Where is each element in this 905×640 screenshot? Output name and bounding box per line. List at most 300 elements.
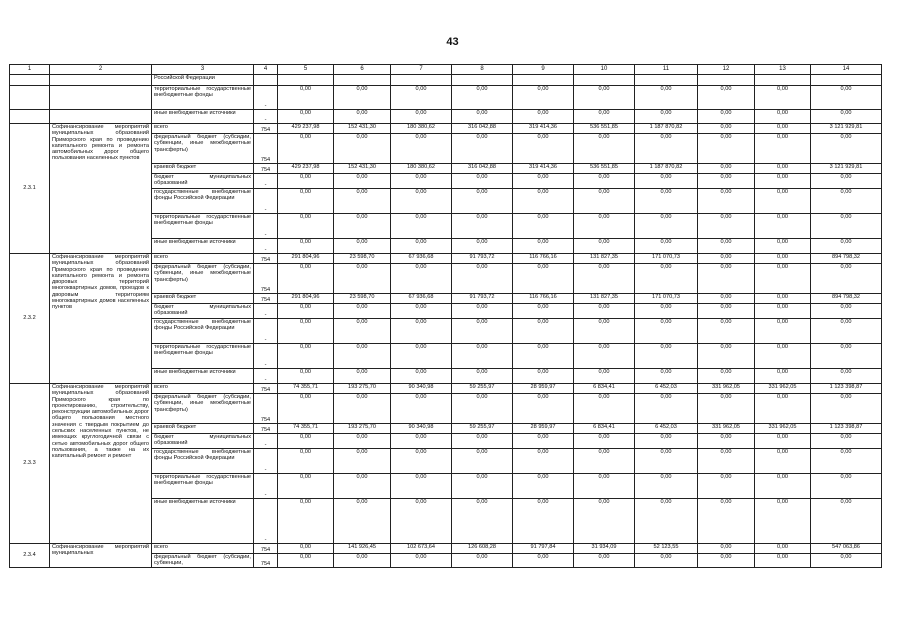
value-cell: 0,00 (334, 434, 391, 449)
funding-source: государственные внебюджетные фонды Российской Федерации (152, 449, 254, 474)
funding-source: Российской Федерации (152, 75, 254, 86)
value-cell: 0,00 (278, 264, 334, 294)
funding-source: территориальные государственные внебюджетные фонды (152, 344, 254, 369)
value-cell: 0,00 (755, 319, 811, 344)
budget-code: 754 (254, 544, 278, 554)
value-cell: 0,00 (574, 554, 635, 568)
value-cell: 0,00 (391, 110, 452, 124)
value-cell: 0,00 (755, 124, 811, 134)
value-cell: 0,00 (755, 369, 811, 384)
row-description (50, 75, 152, 86)
value-cell: 0,00 (278, 189, 334, 214)
value-cell: 0,00 (574, 264, 635, 294)
value-cell: 0,00 (391, 344, 452, 369)
value-cell: 67 936,68 (391, 254, 452, 264)
value-cell: 0,00 (334, 264, 391, 294)
value-cell: 0,00 (574, 449, 635, 474)
value-cell: 28 959,97 (513, 424, 574, 434)
value-cell: 91 793,72 (452, 294, 513, 304)
row-number: 2.3.3 (10, 384, 50, 544)
value-cell: 0,00 (811, 554, 882, 568)
value-cell: 0,00 (391, 369, 452, 384)
value-cell: 0,00 (513, 239, 574, 254)
value-cell: 0,00 (698, 449, 755, 474)
funding-source: иные внебюджетные источники (152, 239, 254, 254)
budget-code: - (254, 344, 278, 369)
column-header: 3 (152, 65, 254, 75)
funding-source: государственные внебюджетные фонды Российской Федерации (152, 319, 254, 344)
value-cell: 0,00 (574, 134, 635, 164)
value-cell: 0,00 (513, 86, 574, 110)
value-cell: 0,00 (574, 86, 635, 110)
value-cell: 0,00 (698, 124, 755, 134)
value-cell: 0,00 (513, 394, 574, 424)
value-cell: 536 551,85 (574, 124, 635, 134)
row-number: 2.3.2 (10, 254, 50, 384)
value-cell: 0,00 (391, 474, 452, 499)
value-cell: 0,00 (755, 449, 811, 474)
value-cell: 0,00 (452, 474, 513, 499)
table-row (10, 86, 882, 110)
value-cell (574, 75, 635, 86)
value-cell: 0,00 (391, 554, 452, 568)
value-cell: 0,00 (278, 110, 334, 124)
value-cell: 91 793,72 (452, 254, 513, 264)
value-cell: 0,00 (755, 434, 811, 449)
value-cell: 0,00 (334, 134, 391, 164)
value-cell: 0,00 (452, 189, 513, 214)
value-cell: 193 275,70 (334, 424, 391, 434)
budget-code: 754 (254, 164, 278, 174)
budget-code: 754 (254, 254, 278, 264)
header-row (10, 65, 882, 75)
budget-code: - (254, 86, 278, 110)
row-number (10, 75, 50, 86)
value-cell: 0,00 (698, 544, 755, 554)
value-cell: 0,00 (513, 110, 574, 124)
value-cell: 0,00 (513, 264, 574, 294)
value-cell: 0,00 (391, 319, 452, 344)
value-cell: 0,00 (513, 474, 574, 499)
budget-code: - (254, 174, 278, 189)
value-cell: 0,00 (574, 344, 635, 369)
column-header: 6 (334, 65, 391, 75)
row-number: 2.3.4 (10, 544, 50, 568)
value-cell: 180 380,62 (391, 164, 452, 174)
value-cell: 0,00 (452, 239, 513, 254)
value-cell: 193 275,70 (334, 384, 391, 394)
value-cell: 0,00 (755, 134, 811, 164)
value-cell: 0,00 (391, 174, 452, 189)
value-cell: 0,00 (452, 319, 513, 344)
value-cell: 0,00 (635, 134, 698, 164)
value-cell: 0,00 (278, 304, 334, 319)
budget-code: - (254, 214, 278, 239)
row-number: 2.3.1 (10, 124, 50, 254)
value-cell: 0,00 (278, 369, 334, 384)
column-header: 7 (391, 65, 452, 75)
value-cell: 0,00 (755, 239, 811, 254)
value-cell: 0,00 (698, 394, 755, 424)
value-cell: 0,00 (635, 174, 698, 189)
value-cell: 0,00 (452, 394, 513, 424)
value-cell: 0,00 (334, 449, 391, 474)
value-cell: 0,00 (452, 134, 513, 164)
value-cell: 0,00 (452, 434, 513, 449)
row-description: Софинансирование мероприятий муниципальных (50, 544, 152, 568)
budget-code: 754 (254, 124, 278, 134)
funding-source: федеральный бюджет (субсидии, субвенции, иные межбюджетные трансферты) (152, 264, 254, 294)
budget-code: 754 (254, 384, 278, 394)
value-cell: 894 798,32 (811, 294, 882, 304)
value-cell: 0,00 (278, 394, 334, 424)
value-cell: 316 042,88 (452, 124, 513, 134)
budget-code: - (254, 110, 278, 124)
value-cell: 0,00 (513, 554, 574, 568)
value-cell: 0,00 (574, 434, 635, 449)
value-cell: 0,00 (811, 319, 882, 344)
funding-source: иные внебюджетные источники (152, 369, 254, 384)
value-cell: 0,00 (811, 134, 882, 164)
value-cell: 131 827,35 (574, 254, 635, 264)
value-cell: 0,00 (334, 474, 391, 499)
value-cell: 0,00 (278, 449, 334, 474)
budget-code: - (254, 449, 278, 474)
row-description: Софинансирование мероприятий муниципальных образований Приморского края по проектированию, строительству, реконструкции автомобильных дорог общего пользования местного значения с твердым покрытием до сельских населенных пунктов, не имеющих круглогодичной связи с сетью автомобильных дорог общего пользования, а также на их капитальный ремонт и ремонт (50, 384, 152, 544)
value-cell: 0,00 (278, 86, 334, 110)
value-cell: 0,00 (452, 344, 513, 369)
value-cell: 0,00 (755, 554, 811, 568)
budget-code: 754 (254, 294, 278, 304)
value-cell: 0,00 (755, 214, 811, 239)
value-cell: 0,00 (755, 264, 811, 294)
value-cell: 429 237,98 (278, 164, 334, 174)
value-cell: 894 798,32 (811, 254, 882, 264)
value-cell: 0,00 (698, 164, 755, 174)
value-cell: 0,00 (513, 304, 574, 319)
value-cell: 67 936,68 (391, 294, 452, 304)
value-cell: 0,00 (391, 239, 452, 254)
value-cell: 0,00 (452, 264, 513, 294)
value-cell: 0,00 (574, 189, 635, 214)
funding-source: территориальные государственные внебюджетные фонды (152, 214, 254, 239)
value-cell: 0,00 (698, 86, 755, 110)
value-cell: 0,00 (574, 394, 635, 424)
value-cell: 0,00 (513, 499, 574, 544)
value-cell: 0,00 (334, 304, 391, 319)
value-cell: 0,00 (513, 449, 574, 474)
value-cell: 0,00 (811, 264, 882, 294)
value-cell: 0,00 (452, 110, 513, 124)
value-cell: 0,00 (391, 189, 452, 214)
funding-source: федеральный бюджет (субсидии, субвенции, иные межбюджетные трансферты) (152, 134, 254, 164)
value-cell: 0,00 (755, 394, 811, 424)
funding-source: всего (152, 254, 254, 264)
value-cell: 6 452,03 (635, 424, 698, 434)
value-cell: 102 673,64 (391, 544, 452, 554)
value-cell: 141 926,45 (334, 544, 391, 554)
value-cell: 0,00 (513, 189, 574, 214)
value-cell: 126 608,28 (452, 544, 513, 554)
value-cell: 0,00 (755, 544, 811, 554)
value-cell: 0,00 (698, 110, 755, 124)
value-cell (391, 75, 452, 86)
value-cell: 52 123,55 (635, 544, 698, 554)
column-header: 2 (50, 65, 152, 75)
value-cell: 0,00 (278, 239, 334, 254)
value-cell: 429 237,98 (278, 124, 334, 134)
value-cell: 91 797,84 (513, 544, 574, 554)
value-cell: 6 834,41 (574, 424, 635, 434)
value-cell: 23 598,70 (334, 254, 391, 264)
budget-code: 754 (254, 424, 278, 434)
value-cell: 28 959,97 (513, 384, 574, 394)
value-cell: 331 962,05 (698, 424, 755, 434)
value-cell: 0,00 (635, 214, 698, 239)
value-cell: 0,00 (391, 499, 452, 544)
value-cell: 0,00 (811, 474, 882, 499)
value-cell: 0,00 (698, 294, 755, 304)
budget-code (254, 75, 278, 86)
value-cell (334, 75, 391, 86)
value-cell: 0,00 (635, 86, 698, 110)
funding-source: краевой бюджет (152, 294, 254, 304)
value-cell: 291 804,96 (278, 294, 334, 304)
value-cell: 0,00 (811, 344, 882, 369)
budget-code: - (254, 239, 278, 254)
budget-code: 754 (254, 264, 278, 294)
value-cell: 0,00 (391, 434, 452, 449)
table-row (10, 544, 882, 554)
value-cell: 547 063,86 (811, 544, 882, 554)
row-description: Софинансирование мероприятий муниципальных образований Приморского края по проведению капитального ремонта и ремонта дворовых территорий многоквартирных домов, проездов к дворовым территориям многоквартирных домов населенных пунктов (50, 254, 152, 384)
value-cell: 59 255,97 (452, 424, 513, 434)
table-row (10, 110, 882, 124)
value-cell: 0,00 (513, 214, 574, 239)
value-cell: 0,00 (452, 304, 513, 319)
value-cell (635, 75, 698, 86)
value-cell: 0,00 (574, 369, 635, 384)
value-cell: 23 598,70 (334, 294, 391, 304)
value-cell: 0,00 (334, 554, 391, 568)
value-cell: 319 414,36 (513, 164, 574, 174)
row-description (50, 110, 152, 124)
value-cell: 0,00 (574, 304, 635, 319)
value-cell: 0,00 (755, 189, 811, 214)
value-cell: 0,00 (513, 344, 574, 369)
budget-code: - (254, 369, 278, 384)
value-cell (698, 75, 755, 86)
value-cell: 0,00 (334, 110, 391, 124)
value-cell: 0,00 (755, 304, 811, 319)
value-cell: 0,00 (334, 214, 391, 239)
value-cell: 0,00 (574, 474, 635, 499)
value-cell (452, 75, 513, 86)
value-cell: 0,00 (635, 369, 698, 384)
column-header: 14 (811, 65, 882, 75)
value-cell: 116 766,16 (513, 294, 574, 304)
value-cell: 0,00 (811, 110, 882, 124)
table-row (10, 254, 882, 264)
value-cell: 0,00 (334, 369, 391, 384)
page-number: 43 (446, 36, 459, 48)
value-cell: 0,00 (698, 369, 755, 384)
value-cell: 0,00 (635, 434, 698, 449)
value-cell: 0,00 (278, 344, 334, 369)
value-cell: 0,00 (574, 319, 635, 344)
value-cell: 0,00 (278, 434, 334, 449)
budget-code: 754 (254, 554, 278, 568)
table-row (10, 384, 882, 394)
budget-code: - (254, 319, 278, 344)
value-cell: 0,00 (278, 474, 334, 499)
value-cell: 0,00 (698, 134, 755, 164)
value-cell: 0,00 (391, 394, 452, 424)
value-cell: 0,00 (698, 304, 755, 319)
value-cell: 90 340,98 (391, 424, 452, 434)
value-cell: 331 962,05 (698, 384, 755, 394)
budget-code: - (254, 189, 278, 214)
table-row (10, 75, 882, 86)
budget-code: 754 (254, 134, 278, 164)
value-cell: 0,00 (278, 499, 334, 544)
value-cell: 0,00 (811, 499, 882, 544)
value-cell: 319 414,36 (513, 124, 574, 134)
value-cell: 0,00 (452, 499, 513, 544)
value-cell: 0,00 (278, 174, 334, 189)
value-cell (513, 75, 574, 86)
value-cell: 0,00 (635, 554, 698, 568)
budget-code: - (254, 434, 278, 449)
funding-source: бюджет муниципальных образований (152, 304, 254, 319)
value-cell: 0,00 (698, 174, 755, 189)
value-cell: 0,00 (635, 189, 698, 214)
funding-source: федеральный бюджет (субсидии, субвенции, иные межбюджетные трансферты) (152, 394, 254, 424)
funding-source: краевой бюджет (152, 424, 254, 434)
value-cell: 0,00 (698, 434, 755, 449)
value-cell: 0,00 (334, 499, 391, 544)
value-cell: 0,00 (452, 214, 513, 239)
value-cell: 0,00 (755, 174, 811, 189)
value-cell: 0,00 (513, 434, 574, 449)
value-cell: 74 355,71 (278, 384, 334, 394)
value-cell: 0,00 (755, 254, 811, 264)
value-cell: 0,00 (574, 214, 635, 239)
value-cell: 1 187 870,82 (635, 124, 698, 134)
column-header: 4 (254, 65, 278, 75)
row-description (50, 86, 152, 110)
value-cell: 1 123 398,87 (811, 384, 882, 394)
value-cell: 0,00 (635, 344, 698, 369)
value-cell: 131 827,35 (574, 294, 635, 304)
value-cell: 0,00 (698, 239, 755, 254)
value-cell: 6 834,41 (574, 384, 635, 394)
value-cell: 0,00 (635, 319, 698, 344)
value-cell: 0,00 (698, 554, 755, 568)
table-row (10, 124, 882, 134)
value-cell: 0,00 (334, 86, 391, 110)
value-cell: 0,00 (574, 499, 635, 544)
value-cell: 0,00 (452, 86, 513, 110)
value-cell (278, 75, 334, 86)
value-cell: 6 452,03 (635, 384, 698, 394)
value-cell: 152 431,30 (334, 124, 391, 134)
funding-source: краевой бюджет (152, 164, 254, 174)
value-cell: 0,00 (755, 294, 811, 304)
row-number (10, 110, 50, 124)
value-cell: 0,00 (811, 449, 882, 474)
value-cell: 31 934,09 (574, 544, 635, 554)
row-description: Софинансирование мероприятий муниципальных образований Приморского края по проведению капитального ремонта и ремонта автомобильных дорог общего пользования населенных пунктов (50, 124, 152, 254)
funding-source: всего (152, 124, 254, 134)
value-cell: 536 551,85 (574, 164, 635, 174)
value-cell: 0,00 (574, 239, 635, 254)
value-cell: 0,00 (334, 239, 391, 254)
value-cell: 0,00 (811, 394, 882, 424)
value-cell: 0,00 (391, 134, 452, 164)
value-cell: 0,00 (574, 110, 635, 124)
value-cell: 0,00 (635, 110, 698, 124)
value-cell: 0,00 (635, 394, 698, 424)
value-cell: 180 380,62 (391, 124, 452, 134)
value-cell: 0,00 (811, 86, 882, 110)
value-cell: 316 042,88 (452, 164, 513, 174)
value-cell (811, 75, 882, 86)
value-cell: 0,00 (755, 344, 811, 369)
value-cell: 0,00 (391, 449, 452, 474)
value-cell: 291 804,96 (278, 254, 334, 264)
value-cell: 0,00 (452, 369, 513, 384)
value-cell: 0,00 (278, 214, 334, 239)
value-cell: 0,00 (278, 554, 334, 568)
value-cell: 0,00 (334, 174, 391, 189)
column-header: 5 (278, 65, 334, 75)
funding-source: территориальные государственные внебюджетные фонды (152, 474, 254, 499)
value-cell: 0,00 (334, 344, 391, 369)
funding-source: территориальные государственные внебюджетные фонды (152, 86, 254, 110)
value-cell: 0,00 (452, 449, 513, 474)
value-cell: 59 255,97 (452, 384, 513, 394)
value-cell: 0,00 (755, 86, 811, 110)
column-header: 1 (10, 65, 50, 75)
value-cell: 90 340,98 (391, 384, 452, 394)
funding-source: бюджет муниципальных образований (152, 434, 254, 449)
value-cell: 1 187 870,82 (635, 164, 698, 174)
value-cell: 0,00 (755, 474, 811, 499)
funding-source: всего (152, 544, 254, 554)
column-header: 12 (698, 65, 755, 75)
value-cell: 0,00 (635, 304, 698, 319)
value-cell: 331 962,05 (755, 424, 811, 434)
value-cell: 0,00 (755, 110, 811, 124)
budget-code: - (254, 499, 278, 544)
value-cell: 0,00 (698, 189, 755, 214)
column-header: 9 (513, 65, 574, 75)
column-header: 8 (452, 65, 513, 75)
value-cell: 0,00 (755, 499, 811, 544)
value-cell: 0,00 (391, 304, 452, 319)
value-cell: 0,00 (811, 214, 882, 239)
value-cell: 0,00 (635, 474, 698, 499)
column-header: 13 (755, 65, 811, 75)
budget-code: - (254, 474, 278, 499)
value-cell: 0,00 (334, 319, 391, 344)
row-number (10, 86, 50, 110)
value-cell: 3 121 929,81 (811, 124, 882, 134)
value-cell: 0,00 (513, 134, 574, 164)
value-cell: 0,00 (278, 544, 334, 554)
value-cell: 0,00 (811, 369, 882, 384)
